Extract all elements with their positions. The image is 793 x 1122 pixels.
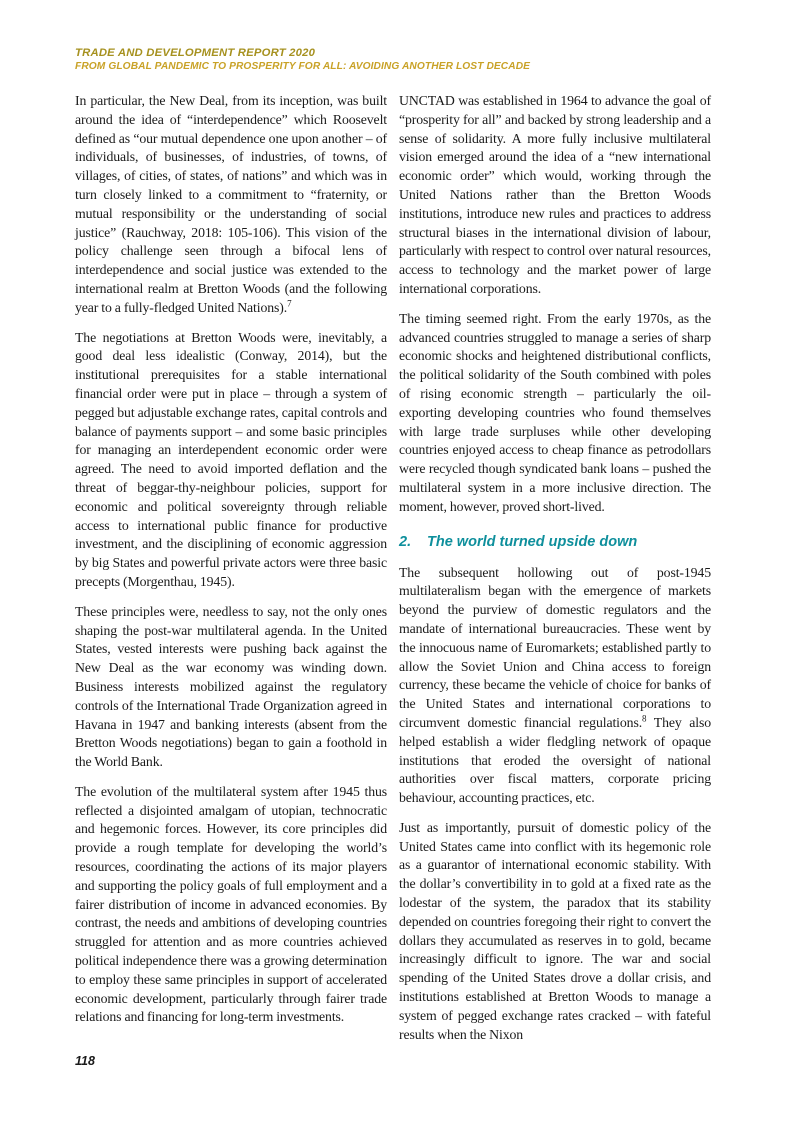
section-heading	[399, 533, 711, 551]
report-title: TRADE AND DEVELOPMENT REPORT 2020	[75, 47, 316, 59]
body-paragraph: The subsequent hollowing out of post-1945 multilateralism began with the emergence of markets beyond the purview of domestic regulators and the mandate of international bureaucracies. These went by the innocuous name of Euromarkets; established partly to allow the Soviet Union and China access to foreign currency, these became the vehicle of choice for banks of the United States and international corporations to circumvent domestic financial regulations.$^8$ They also helped establish a wider fledgling network of opaque institutions that eroded the oversight of national authorities over fiscal matters, corporate pricing behaviour, accounting practices, etc.	[399, 564, 711, 806]
body-paragraph: Just as importantly, pursuit of domestic policy of the United States came into conflict with its hegemonic role as a guarantor of international economic stability. With the dollar’s convertibility in to gold at a fixed rate as the lodestar of the system, the paradox that its stability depended on countries foregoing their right to convert the dollars they accumulated as reserves in to gold, became increasingly difficult to ignore. The war and social spending of the United States drove a dollar crisis, and institutions established at Bretton Woods to manage a system of pegged exchange rates cracked – with fateful results when the Nixon	[399, 819, 711, 1042]
body-paragraph: The timing seemed right. From the early 1970s, as the advanced countries struggled to manage a series of sharp economic shocks and heightened distributional conflicts, the political solidarity of the South combined with poles of rising economic strength – particularly the oil-exporting developing countries who found themselves with large trade surpluses while other developing countries enjoyed access to cheap finance as petrodollars were recycled though syndicated bank loans – pushed the multilateral system in a more inclusive direction. The moment, however, proved short-lived.	[399, 310, 711, 514]
running-header	[75, 46, 530, 73]
body-paragraph: UNCTAD was established in 1964 to advance the goal of “prosperity for all” and backed by strong leadership and a sense of solidarity. A more fully inclusive multilateral vision emerged around the idea of a “new international economic order” which would, working through the United Nations rather than the Bretton Woods institutions, introduce new rules and practices to address structural biases in the international division of labour, particularly with respect to control over natural resources, access to technology and the market power of large international corporations.	[399, 93, 711, 296]
page-number: 118	[75, 1054, 95, 1068]
body-paragraph: These principles were, needless to say, not the only ones shaping the post-war multilateral agenda. In the United States, vested interests were pushing back against the New Deal as the war economy was winding down. Business interests mobilized against the regulatory controls of the International Trade Organization agreed in Havana in 1947 and banking interests (absent from the Bretton Woods negotiations) began to gain a foothold in the World Bank.	[75, 603, 387, 770]
body-paragraph: In particular, the New Deal, from its inception, was built around the idea of “interdependence” which Roosevelt defined as “our mutual dependence one upon another – of individuals, of businesses, of industries, of towns, of villages, of cities, of states, of nations” and which was in turn closely linked to a commitment to “fraternity, or mutual responsibility or the understanding of social justice” (Rauchway, 2018: 105-106). This vision of the policy challenge seen through a bifocal lens of interdependence and social justice was extended to the international realm at Bretton Woods (and the following year to a fully-fledged United Nations).$^7$	[75, 93, 387, 315]
footnote-reference: 7	[287, 298, 292, 309]
body-paragraph: The negotiations at Bretton Woods were, inevitably, a good deal less idealistic (Conway, 2014), but the institutional prerequisites for a stable international financial order were put in place – through a system of pegged but adjustable exchange rates, capital controls and balance of payments support – and some basic principles for managing an interdependent economic order were agreed. The need to avoid imported deflation and the threat of beggar-thy-neighbour policies, support for economic and political sovereignty through reliable access to international public finance for productive investment, and the disciplining of economic aggression by big States and powerful private actors were three basic precepts (Morgenthau, 1945).	[75, 329, 387, 589]
right-column	[399, 92, 711, 1055]
report-subtitle: FROM GLOBAL PANDEMIC TO PROSPERITY FOR ALL: AVOIDING ANOTHER LOST DECADE	[75, 61, 531, 72]
two-column-body	[75, 92, 711, 1055]
footnote-reference: 8	[642, 713, 647, 724]
body-paragraph: The evolution of the multilateral system after 1945 thus reflected a disjointed amalgam of utopian, technocratic and hegemonic forces. However, its core principles did provide a rough template for developing the world’s resources, coordinating the actions of its major players and supporting the policy goals of full employment and a fairer distribution of income in advanced economies. By contrast, the needs and ambitions of developing countries struggled for attention and as more countries achieved political independence there was a growing determination to employ these same principles in support of accelerated economic development, particularly through fairer trade relations and financing for long-term investments.	[75, 783, 387, 1025]
section-title: The world turned upside down	[427, 533, 638, 550]
left-column	[75, 92, 387, 1055]
section-number: 2.	[399, 533, 412, 550]
